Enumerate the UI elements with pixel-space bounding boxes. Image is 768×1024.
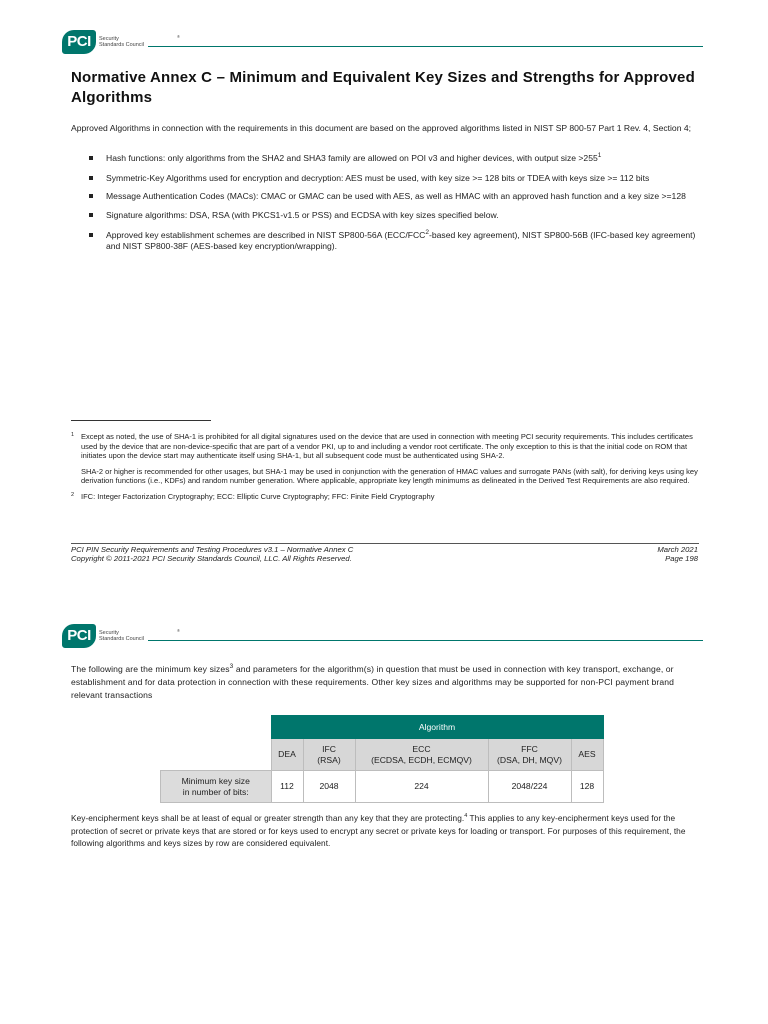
algorithm-list [88,153,700,259]
page-footer [71,545,698,563]
table-subheader-row [161,739,604,771]
pci-logo-mark: PCI [62,624,96,648]
logo-line-security: Security [99,630,119,636]
footnote-ref-2[interactable]: 2 [425,229,430,237]
pci-logo-mark: PCI [62,30,96,54]
key-sizes-intro: The following are the minimum key sizes$^3$ and parameters for the algorithm(s) in question that must be used in connection with key transport, exchange, or establishment and for data protection in connection with these requirements. Other key sizes and algorithms may be supported for non-PCI payment brand relevant transactions [71,663,675,700]
header-rule [148,46,703,47]
footnote-separator [71,420,211,421]
logo-line-council: Standards Council [99,636,144,642]
footnote-1: 1 Except as noted, the use of SHA-1 is prohibited for all digital signatures used on the device that are used in connection with meeting PCI security requirements. This includes certificates used by the device that are non-device-specific that are part of a vendor PKI, up to and including a vendor root certificate. The only exception to this is that the initial code on ROM that initiates upon the device start may authenticate itself using SHA-1, but all subsequent code must be authenticated using SHA-2. [71,432,693,461]
document-page-199 [0,618,768,1024]
logo-registered-mark: ® [177,628,180,633]
cell-ifc: 2048 [303,771,355,803]
footnote-2: 2 IFC: Integer Factorization Cryptography; ECC: Elliptic Curve Cryptography; FFC: Finite Field Cryptography [71,491,435,501]
column-header-aes: AES [571,739,603,771]
page-title: Normative Annex C – Minimum and Equivalent Key Sizes and Strengths for Approved Algorithms [71,69,695,106]
list-item-key-establishment: Approved key establishment schemes are described in NIST SP800-56A (ECC/FCC$^2$-based key agreement), NIST SP800-56B (IFC-based key agreement) and NIST SP800-38F (AES-based key encryption/wrapping). [88,230,700,251]
footnote-ref-3[interactable]: 3 [229,663,234,671]
column-header-ifc: IFC (RSA) [303,739,355,771]
footer-date: March 2021 [657,545,698,554]
table-row [161,771,604,803]
cell-ecc: 224 [355,771,488,803]
column-header-ffc: FFC (DSA, DH, MQV) [488,739,571,771]
pci-logo [62,30,180,54]
footnote-ref-1[interactable]: 1 [597,152,602,160]
cell-ffc: 2048/224 [488,771,571,803]
table-header-row [161,716,604,739]
cell-aes: 128 [571,771,603,803]
footer-copyright: Copyright © 2011-2021 PCI Security Standards Council, LLC. All Rights Reserved. [71,554,352,563]
list-item-symmetric: Symmetric-Key Algorithms used for encryption and decryption: AES must be used, with key size >= 128 bits or TDEA with keys size >= 112 bits [88,173,700,184]
column-header-ecc: ECC (ECDSA, ECDH, ECMQV) [355,739,488,771]
header-rule [148,640,703,641]
footnote-ref-4[interactable]: 4 [464,813,468,820]
row-label-minimum-key-size: Minimum key size in number of bits: [161,771,272,803]
list-item-mac: Message Authentication Codes (MACs): CMAC or GMAC can be used with AES, as well as HMAC with an approved hash function and a key size >=128 [88,191,700,202]
cell-dea: 112 [271,771,303,803]
pci-logo [62,624,180,648]
logo-line-council: Standards Council [99,42,144,48]
footer-page-number: Page 198 [665,554,698,563]
logo-line-security: Security [99,36,119,42]
footnote-1-paragraph-2: SHA-2 or higher is recommended for other usages, but SHA-1 may be used in conjunction with the generation of HMAC values and surrogate PANs (with salt), for deriving keys using key derivation functions (i.e., KDFs) and random number generation. Where applicable, appropriate key length minimums as delineated in the Derived Test Requirements are also required. [81,466,698,486]
minimum-key-size-table [160,715,604,803]
logo-registered-mark: ® [177,34,180,39]
footer-doc-title: PCI PIN Security Requirements and Testing Procedures v3.1 – Normative Annex C [71,545,354,554]
key-encipherment-paragraph: Key-encipherment keys shall be at least of equal or greater strength than any key that they are protecting.$^4$ This applies to any key-encipherment keys used for the protection of secret or private keys that are stored or for keys used to encrypt any secret or private keys for loading or transport. For purposes of this requirement, the following algorithms and keys sizes by row are considered equivalent. [71,813,686,848]
list-item-signature: Signature algorithms: DSA, RSA (with PKCS1-v1.5 or PSS) and ECDSA with key sizes specified below. [88,210,700,221]
table-header-algorithm: Algorithm [271,716,603,739]
footnotes [71,432,699,508]
intro-paragraph: Approved Algorithms in connection with the requirements in this document are based on the approved algorithms listed in NIST SP 800-57 Part 1 Rev. 4, Section 4; [71,123,692,133]
footer-rule [71,543,699,544]
column-header-dea: DEA [271,739,303,771]
list-item-hash: Hash functions: only algorithms from the SHA2 and SHA3 family are allowed on POI v3 and higher devices, with output size $>255^1$ [88,153,700,164]
